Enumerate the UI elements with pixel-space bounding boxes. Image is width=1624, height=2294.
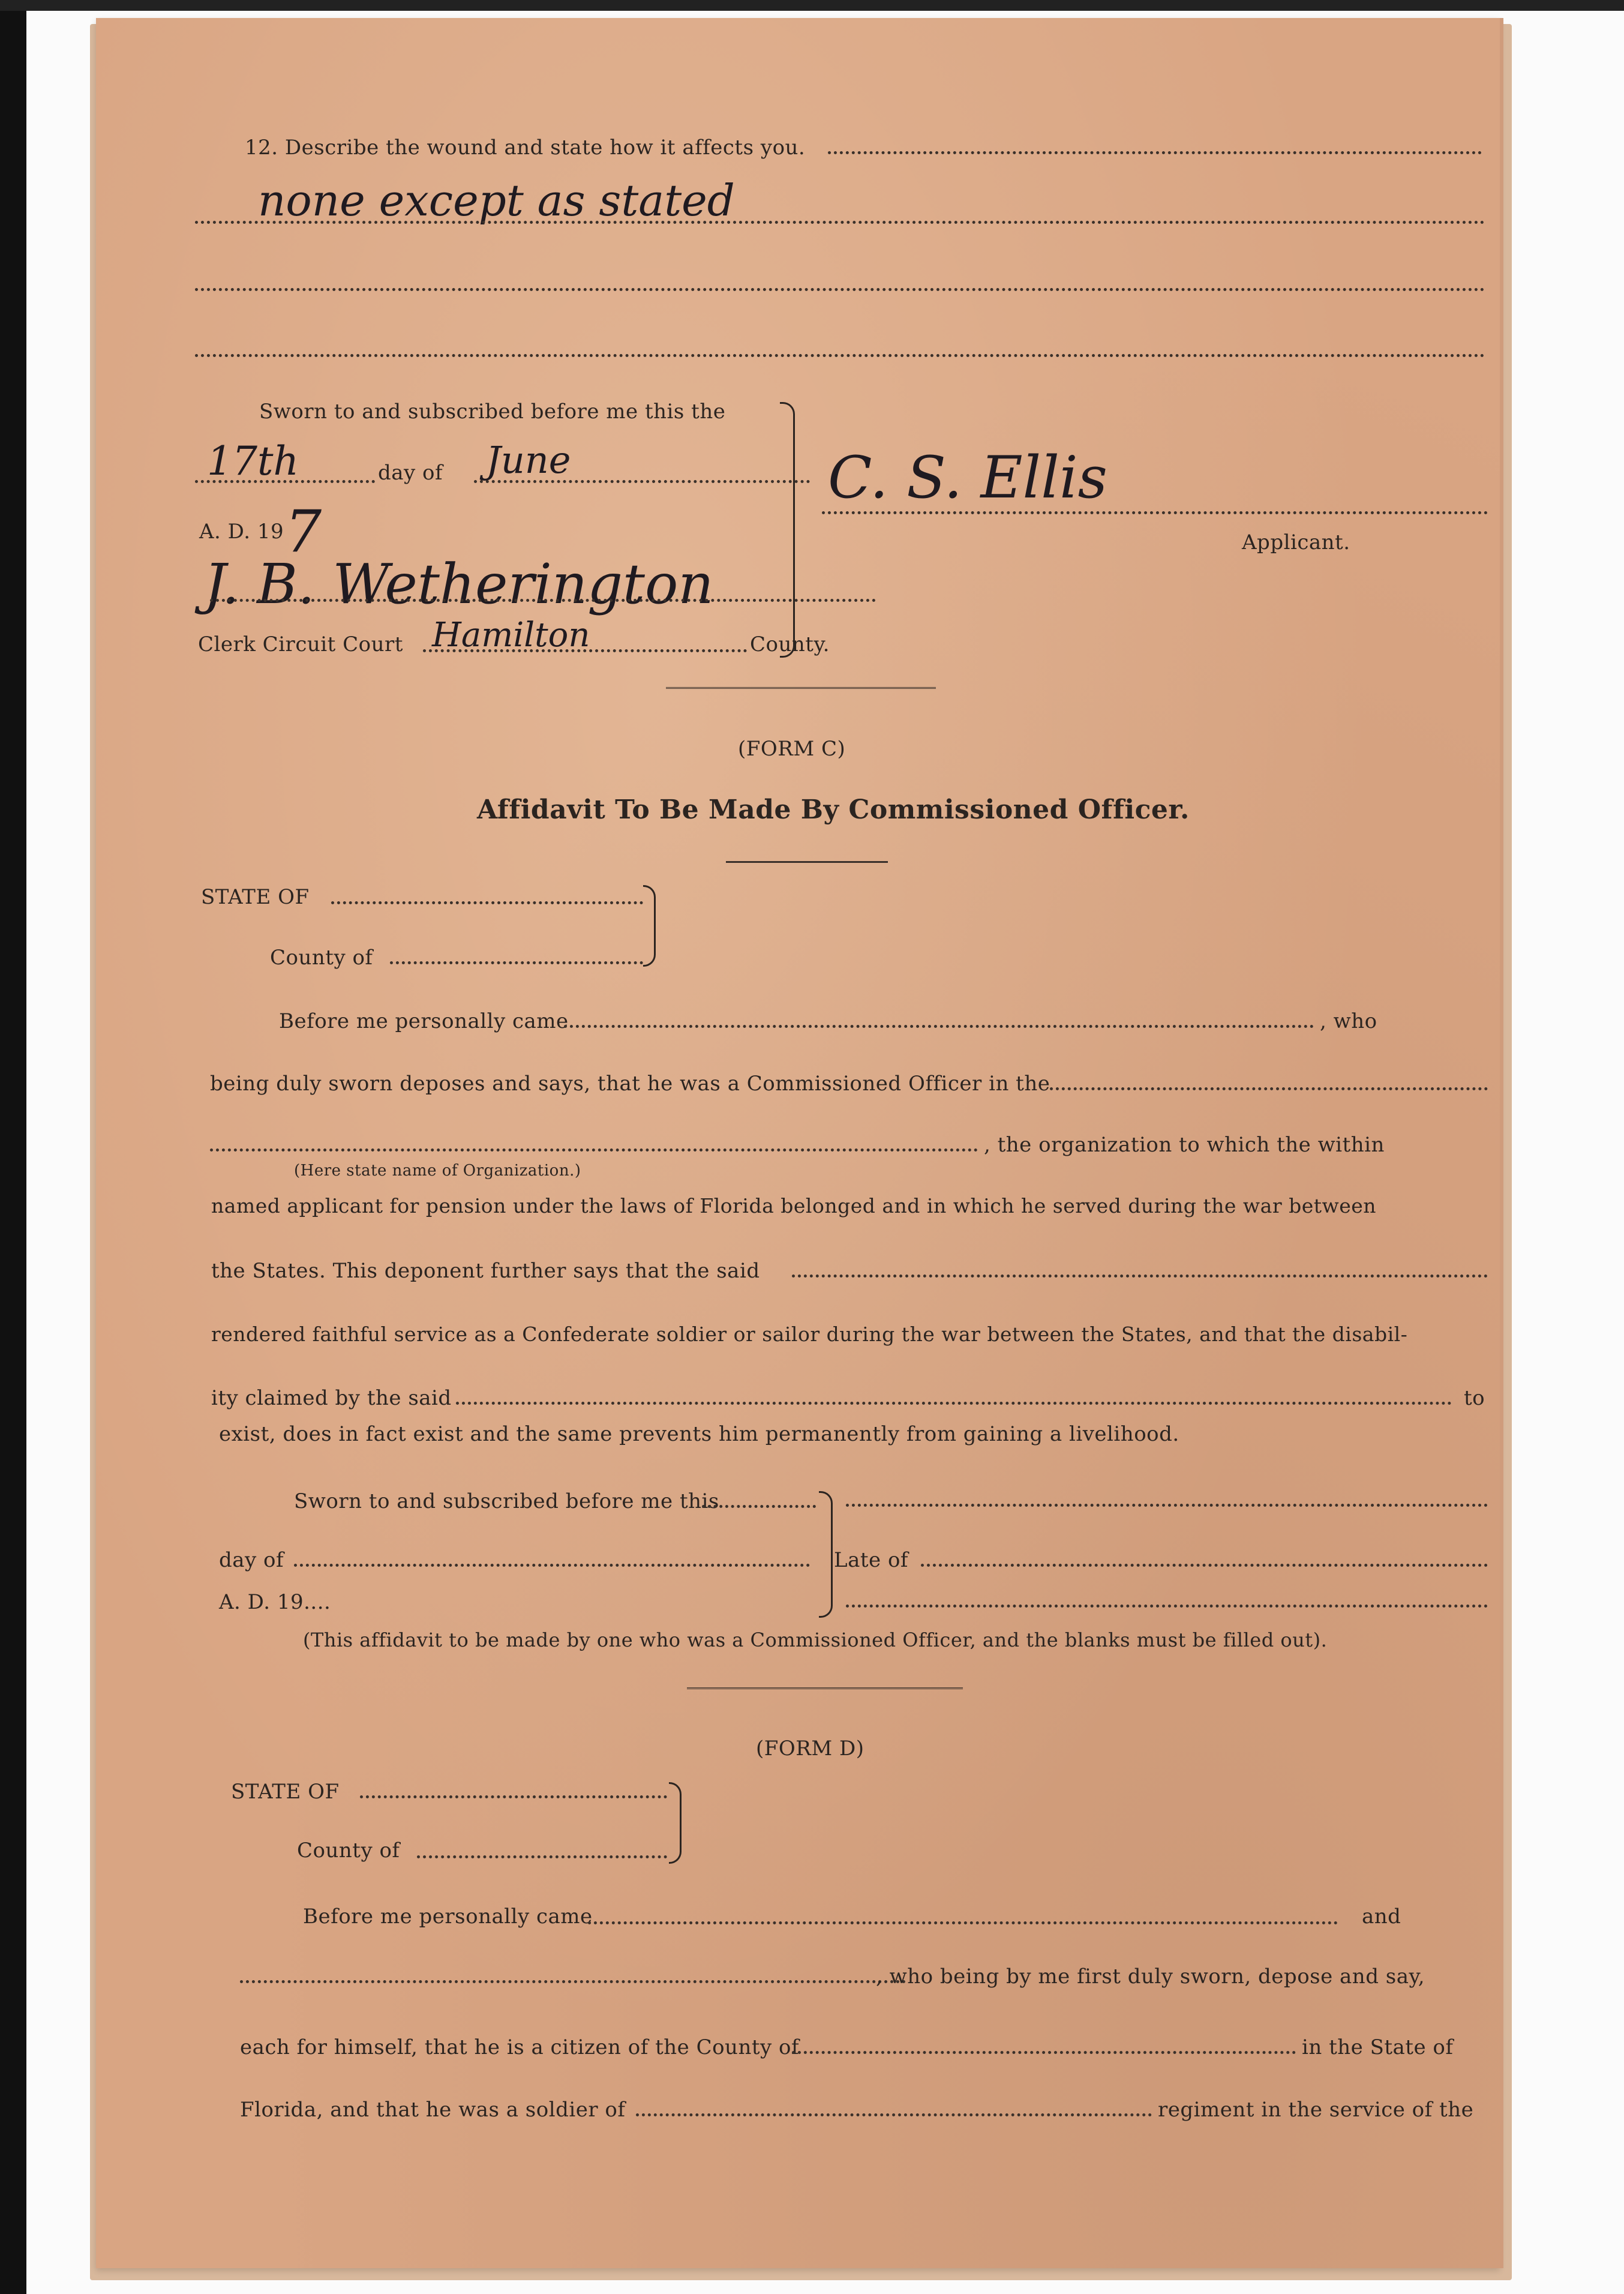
form-c-venue-brace (643, 885, 656, 967)
document-page (96, 18, 1500, 2268)
form-c-line1-blank (564, 1025, 1314, 1028)
form-d-label: (FORM D) (756, 1737, 864, 1761)
form-c-line5-blank (792, 1275, 1488, 1278)
clerk-county-label: County. (750, 632, 830, 656)
form-c-jurat-day-label: day of (219, 1548, 284, 1572)
q12-blank-line-3 (195, 288, 1485, 291)
form-d-line4-start: Florida, and that he was a soldier of (240, 2098, 626, 2122)
form-d-venue-brace (669, 1782, 682, 1864)
jurat-year-value: 7 (285, 498, 322, 565)
form-c-line3-blank (210, 1149, 978, 1152)
form-c-line3-end: , the organization to which the within (984, 1133, 1385, 1157)
form-d-state-label: STATE OF (231, 1780, 340, 1804)
form-c-line8: exist, does in fact exist and the same prevents him permanently from gaining a livelihood. (219, 1422, 1179, 1446)
form-c-line7-start: ity claimed by the said (211, 1386, 452, 1410)
form-c-line1-end: , who (1320, 1009, 1377, 1033)
scan-top-edge (0, 0, 1624, 11)
clerk-signature: J. B. Wetherington (204, 552, 714, 616)
form-c-line1-start: Before me personally came (279, 1009, 569, 1033)
form-d-line4-end: regiment in the service of the (1158, 2098, 1474, 2122)
form-c-line7-blank (456, 1402, 1452, 1405)
form-c-line7-end: to (1464, 1386, 1485, 1410)
q12-blank (828, 151, 1482, 154)
form-c-line3-note: (Here state name of Organization.) (294, 1162, 581, 1180)
form-c-line2: being duly sworn deposes and says, that he was a Commissioned Officer in the (210, 1072, 1050, 1096)
form-c-jurat-sworn-blank (702, 1505, 816, 1508)
form-d-line1-end: and (1362, 1905, 1401, 1929)
form-d-line3-start: each for himself, that he is a citizen of the County of (240, 2035, 800, 2059)
form-c-officer-signature-blank (846, 1504, 1488, 1507)
applicant-label: Applicant. (1242, 530, 1350, 554)
form-c-late-of-blank-2 (846, 1605, 1488, 1608)
form-c-title-rule (726, 861, 888, 863)
form-c-late-of-label: Late of (834, 1548, 908, 1572)
form-c-line5: the States. This deponent further says that the said (211, 1259, 760, 1283)
jurat-day-label: day of (378, 461, 443, 485)
form-c-jurat-ad: A. D. 19.... (219, 1590, 331, 1614)
q12-answer: none except as stated (258, 175, 735, 226)
form-c-line6: rendered faithful service as a Confederate soldier or sailor during the war between the States, and that the disabil- (211, 1323, 1408, 1346)
jurat-day-value: 17th (207, 438, 299, 484)
q12-blank-line-4 (195, 354, 1485, 357)
form-c-county-label: County of (270, 946, 373, 970)
scan-left-edge (0, 0, 26, 2294)
form-c-title: Affidavit To Be Made By Commissioned Officer. (477, 794, 1190, 825)
jurat-day-blank (195, 480, 375, 483)
form-d-line2-blank (240, 1980, 906, 1983)
form-d-line2-end: , who being by me first duly sworn, depose and say, (876, 1965, 1425, 1989)
form-d-state-blank (360, 1795, 667, 1798)
jurat-month-value: June (486, 438, 571, 482)
form-c-county-blank (390, 961, 643, 964)
form-c-late-of-blank (921, 1564, 1488, 1567)
form-c-line4: named applicant for pension under the laws of Florida belonged and in which he served during the war between (211, 1194, 1377, 1218)
jurat-brace (780, 402, 795, 658)
form-c-jurat-brace (819, 1491, 833, 1618)
q12-blank-line-2 (195, 221, 1485, 224)
form-c-state-blank (331, 901, 643, 904)
form-c-note: (This affidavit to be made by one who was a Commissioned Officer, and the blanks must be filled out). (303, 1629, 1328, 1651)
form-d-line1-blank (588, 1921, 1338, 1924)
section-divider-2 (687, 1687, 963, 1692)
form-c-jurat-sworn: Sworn to and subscribed before me this (294, 1489, 719, 1513)
form-d-line3-blank (792, 2051, 1296, 2054)
form-c-label: (FORM C) (738, 737, 846, 761)
jurat-month-blank (474, 480, 810, 483)
form-c-jurat-day-blank (294, 1564, 810, 1567)
applicant-signature-blank (822, 511, 1488, 514)
jurat-ad-label: A. D. 19 (199, 520, 284, 544)
section-divider-1 (666, 687, 936, 691)
clerk-label: Clerk Circuit Court (198, 632, 403, 656)
jurat-sworn-text: Sworn to and subscribed before me this the (259, 400, 726, 424)
form-d-county-blank (417, 1855, 667, 1858)
form-d-line3-end: in the State of (1302, 2035, 1454, 2059)
form-d-line4-blank (636, 2113, 1152, 2116)
applicant-signature: C. S. Ellis (828, 444, 1107, 511)
form-c-line2-blank (1050, 1087, 1488, 1090)
q12-label: 12. Describe the wound and state how it affects you. (245, 136, 806, 160)
clerk-signature-blank (210, 599, 876, 602)
form-d-line1-start: Before me personally came (303, 1905, 593, 1929)
clerk-county-blank (423, 649, 747, 652)
form-d-county-label: County of (297, 1839, 400, 1863)
clerk-county-value: Hamilton (432, 616, 590, 655)
form-c-state-label: STATE OF (201, 885, 310, 909)
